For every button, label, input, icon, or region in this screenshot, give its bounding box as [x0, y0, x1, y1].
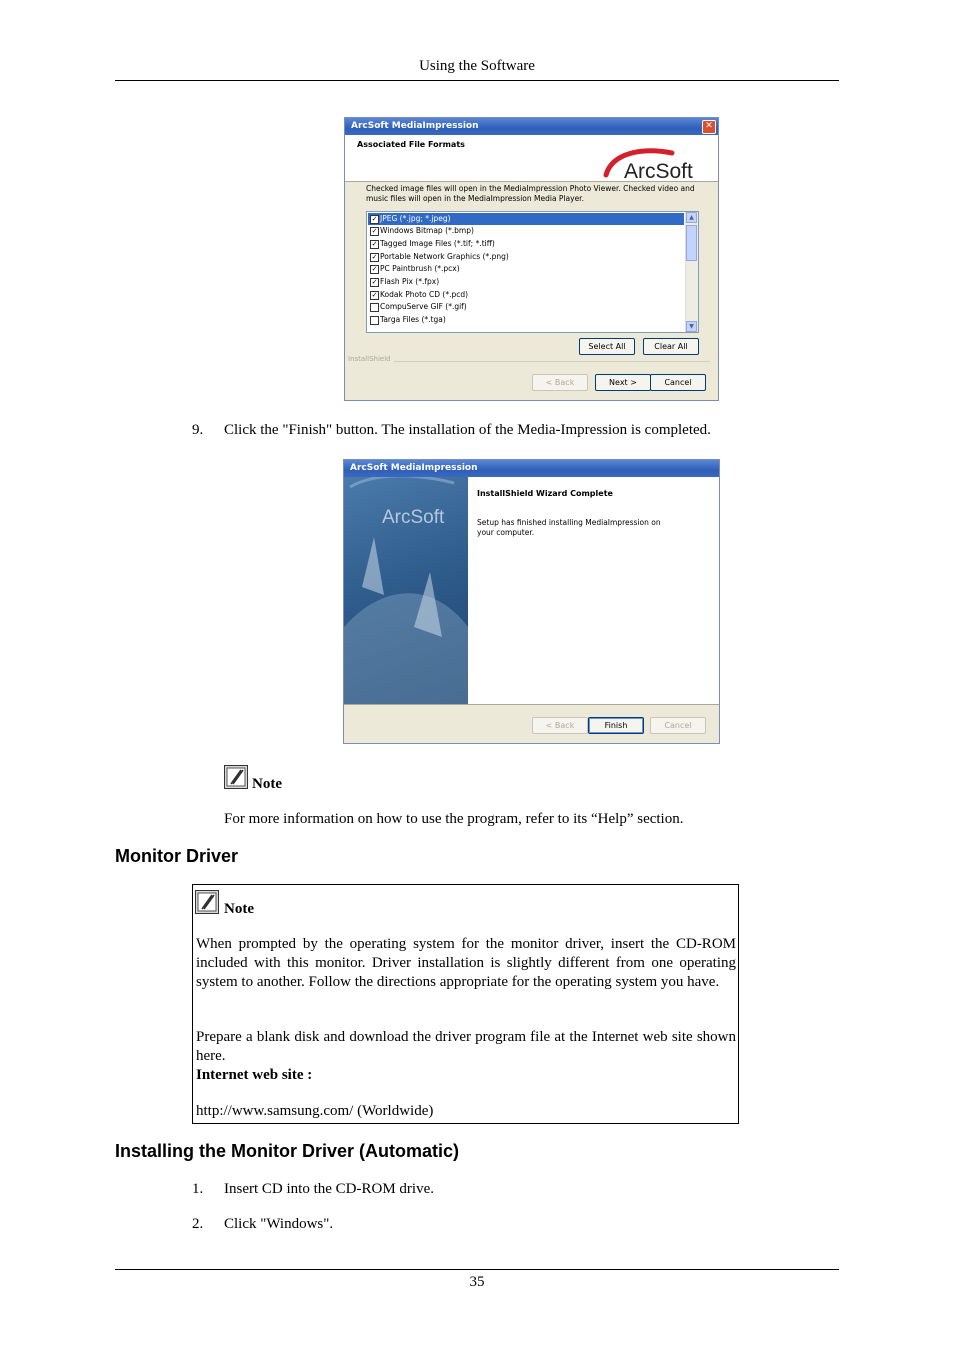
checkbox-checked-icon[interactable]: ✓: [371, 278, 378, 286]
checkbox-unchecked-icon[interactable]: [370, 303, 379, 312]
dialog-title: ArcSoft MediaImpression: [351, 121, 479, 131]
listbox-scrollbar[interactable]: [685, 212, 698, 332]
header-rule: [115, 80, 839, 81]
step-number: 2.: [192, 1216, 204, 1232]
back-button[interactable]: < Back: [532, 374, 588, 391]
file-types-listbox[interactable]: [366, 211, 699, 333]
dialog-header-panel: [345, 135, 718, 182]
cancel-button[interactable]: Cancel: [650, 374, 706, 391]
file-type-item[interactable]: ✓ Windows Bitmap (*.bmp): [371, 226, 474, 235]
select-all-button[interactable]: Select All: [579, 338, 635, 355]
installshield-label: InstallShield: [348, 355, 394, 363]
dialog-description: Checked image files will open in the MediaImpression Photo Viewer. Checked video and music files will open in the MediaImpression Media Player.: [366, 184, 695, 203]
wizard-complete-title: InstallShield Wizard Complete: [477, 489, 613, 498]
wizard-complete-text: Setup has finished installing MediaImpression on your computer.: [477, 518, 661, 537]
checkbox-checked-icon[interactable]: ✓: [371, 227, 378, 235]
cancel-button[interactable]: Cancel: [650, 717, 706, 734]
web-site-url[interactable]: http://www.samsung.com/ (Worldwide): [196, 1103, 434, 1119]
file-type-item[interactable]: ✓ Flash Pix (*.fpx): [371, 277, 440, 286]
step-text: Insert CD into the CD-ROM drive.: [224, 1181, 434, 1197]
dialog-titlebar: [345, 118, 718, 135]
finish-button[interactable]: Finish: [588, 717, 644, 734]
step-text: Click "Windows".: [224, 1216, 334, 1232]
arcsoft-logo-icon: [602, 145, 712, 183]
step-number: 9.: [192, 422, 204, 438]
checkbox-unchecked-icon[interactable]: [370, 316, 379, 325]
note-text: For more information on how to use the program, refer to its “Help” section.: [224, 811, 684, 827]
checkbox-checked-icon[interactable]: ✓: [371, 215, 378, 223]
next-button[interactable]: Next >: [595, 374, 651, 391]
scroll-up-icon[interactable]: ▲: [686, 212, 697, 223]
dialog-button-bar: [344, 704, 719, 744]
note-icon: [224, 765, 248, 789]
wizard-content-area: [468, 477, 719, 704]
checkbox-checked-icon[interactable]: ✓: [371, 240, 378, 248]
wizard-complete-dialog: [343, 459, 720, 744]
file-type-item[interactable]: ✓ PC Paintbrush (*.pcx): [371, 264, 460, 273]
dialog-titlebar: [344, 460, 719, 477]
wizard-side-banner: [344, 477, 468, 704]
driver-instructions: When prompted by the operating system for the monitor driver, insert the CD-ROM included with this monitor. Driver installation is slightly different from one operating system to another. Follow the directions appropriate for the operating system you have.: [196, 936, 736, 990]
scroll-down-icon[interactable]: ▼: [686, 321, 697, 332]
scroll-thumb[interactable]: [686, 225, 697, 261]
section-heading: Installing the Monitor Driver (Automatic): [115, 1141, 460, 1161]
banner-logo-text: ArcSoft: [382, 507, 445, 528]
step-text: Click the "Finish" button. The installation of the Media-Impression is completed.: [224, 422, 711, 438]
file-type-item[interactable]: ✓ Kodak Photo CD (*.pcd): [371, 290, 469, 299]
checkbox-checked-icon[interactable]: ✓: [371, 291, 378, 299]
page-number: 35: [469, 1274, 485, 1290]
clear-all-button[interactable]: Clear All: [643, 338, 699, 355]
dialog-title: ArcSoft MediaImpression: [350, 463, 478, 473]
page-header-title: Using the Software: [419, 58, 535, 74]
checkbox-checked-icon[interactable]: ✓: [371, 265, 378, 273]
file-type-item[interactable]: ✓ Portable Network Graphics (*.png): [371, 252, 509, 261]
note-icon: [195, 890, 219, 914]
back-button[interactable]: < Back: [532, 717, 588, 734]
file-type-item[interactable]: Targa Files (*.tga): [368, 314, 684, 326]
note-label: Note: [224, 901, 254, 917]
step-number: 1.: [192, 1181, 204, 1197]
associated-file-formats-dialog: [344, 117, 719, 401]
installshield-divider: [348, 361, 710, 362]
checkbox-checked-icon[interactable]: ✓: [371, 253, 378, 261]
close-icon[interactable]: ✕: [702, 120, 716, 134]
section-title: Associated File Formats: [357, 140, 465, 149]
footer-rule: [115, 1269, 839, 1270]
logo-text: ArcSoft: [624, 160, 693, 183]
sail-graphic-icon: [344, 477, 468, 704]
download-instructions: Prepare a blank disk and download the driver program file at the Internet web site shown here.: [196, 1029, 736, 1064]
file-type-item[interactable]: ✓ JPEG (*.jpg; *.jpeg): [368, 213, 684, 225]
driver-note-box: [192, 884, 739, 1124]
note-label: Note: [252, 776, 282, 792]
web-site-label: Internet web site :: [196, 1067, 313, 1083]
file-type-item[interactable]: CompuServe GIF (*.gif): [368, 301, 684, 313]
file-type-item[interactable]: ✓ Tagged Image Files (*.tif; *.tiff): [371, 239, 495, 248]
section-heading: Monitor Driver: [115, 846, 239, 866]
